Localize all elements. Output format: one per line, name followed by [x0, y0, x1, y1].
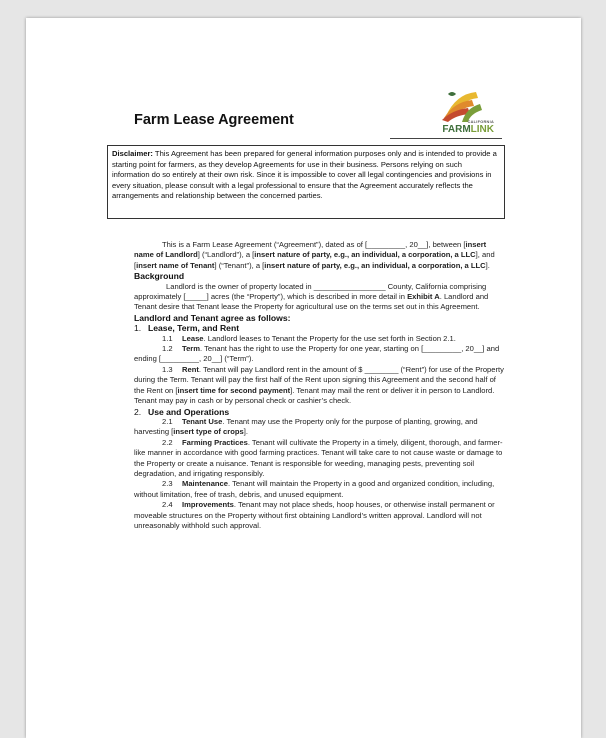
exhibit-a-ref: Exhibit A	[407, 292, 440, 302]
clause-text: . Tenant will maintain the Property in a good and organized condition, including, without limitation, free of trash, debris, and unused equipment.	[134, 479, 495, 499]
intro-text-1: This is a Farm Lease Agreement (“Agreement”), dated as of [_________, 20__], between [	[162, 240, 466, 249]
clause-title: Maintenance	[182, 479, 228, 489]
clause-2-2	[134, 438, 506, 480]
clause-1-2	[134, 344, 506, 365]
clause-title: Term	[182, 344, 201, 354]
clause-number: 1.2	[162, 344, 173, 354]
clause-number: 2.4	[162, 500, 173, 510]
section-2-heading	[134, 407, 506, 417]
disclaimer-box	[107, 145, 505, 219]
clause-2-1	[134, 417, 506, 438]
clause-title: Tenant Use	[182, 416, 223, 426]
section-1-heading	[134, 323, 506, 333]
landlord-nature-placeholder: insert nature of party, e.g., an individual, a corporation, a LLC	[254, 250, 476, 260]
clause-number: 1.1	[162, 333, 173, 343]
background-text-1: Landlord is the owner of property located in _________________ County, California comprising approximately [_____] acres (the “Property”), which is described in more detail in	[134, 281, 487, 302]
crop-type-placeholder: insert type of crops	[173, 427, 244, 437]
background-text-2: . Landlord and Tenant desire that Tenant lease the Property for agricultural use on the terms set out in this Agreement.	[134, 292, 489, 312]
section-2-number: 2.	[134, 406, 142, 417]
clause-title: Farming Practices	[182, 437, 248, 447]
clause-text: . Tenant may not place sheds, hoop houses, or otherwise install permanent or moveable structures on the Property without first obtaining Landlord’s written approval. Landlord will not unreasonably withhold such approval.	[134, 500, 495, 530]
disclaimer-label: Disclaimer:	[112, 149, 153, 158]
clause-number: 2.3	[162, 479, 173, 489]
logo-brand-text	[430, 124, 494, 135]
clause-text: . Tenant will cultivate the Property in a timely, diligent, thorough, and farmer-like manner in accordance with good farming practices. Tenant will take care to not cause waste or damage to the Property or create a nuisance. Tenant is responsible for weeding, managing pests, preventing soil degradation, and irrigating responsibly.	[134, 437, 503, 478]
landlord-name-placeholder: insert name of Landlord	[134, 240, 487, 260]
tenant-name-placeholder: insert name of Tenant	[136, 260, 215, 270]
logo-link-text: LINK	[470, 124, 494, 135]
clause-text: . Tenant has the right to use the Property for one year, starting on [_________, 20__] and ending [_________, 20__] (“Term”).	[134, 344, 500, 364]
background-heading: Background	[134, 271, 185, 282]
agree-heading: Landlord and Tenant agree as follows:	[134, 312, 291, 323]
intro-text-3: ], and [	[134, 250, 495, 270]
tenant-nature-placeholder: insert nature of party, e.g., an individual, a corporation, a LLC	[264, 260, 486, 270]
section-2-title: Use and Operations	[148, 406, 230, 417]
header-rule	[390, 138, 502, 139]
logo-california-text: CALIFORNIA	[467, 120, 494, 124]
logo-farm-text: FARM	[442, 124, 471, 135]
intro-text-2: ] (“Landlord”), a [	[197, 250, 255, 260]
clause-title: Lease	[182, 333, 204, 343]
clause-2-4	[134, 500, 506, 531]
section-1-number: 1.	[134, 323, 142, 334]
clause-text-2: ]. Tenant may mail the rent or deliver it in person to Landlord. Tenant may pay in cash or by personal check or cashier’s check.	[134, 385, 495, 406]
intro-text-5: ].	[485, 260, 490, 270]
section-1-title: Lease, Term, and Rent	[148, 323, 240, 334]
disclaimer-text: This Agreement has been prepared for general information purposes only and is intended to provide a starting point for farmers, as they develop Agreements for use in their business. Persons relying on such information do so entirely at their own risk. Since it is impossible to cover all legal contingencies and provisions in every situation, please consult with a legal professional to ensure that the Agreement accurately reflects the arrangements and relationship between the concerned parties.	[112, 149, 497, 200]
intro-text-4: ] (“Tenant”), a [	[214, 260, 265, 270]
clause-1-3	[134, 365, 506, 407]
document-title: Farm Lease Agreement	[134, 112, 294, 128]
clause-number: 1.3	[162, 364, 173, 374]
clause-title: Rent	[182, 364, 199, 374]
clause-2-3	[134, 479, 506, 500]
clause-text-1: . Tenant will pay Landlord rent in the amount of $ ________ (“Rent”) for use of the Property during the Term. Tenant will pay the first half of the Rent upon signing this Agreement and the second half of the Rent on [	[134, 364, 504, 395]
california-farmlink-logo	[430, 88, 494, 148]
clause-text: . Landlord leases to Tenant the Property for the use set forth in Section 2.1.	[203, 333, 456, 343]
background-paragraph	[134, 282, 506, 313]
clause-1-1	[134, 334, 506, 344]
clause-number: 2.1	[162, 416, 173, 426]
clause-number: 2.2	[162, 437, 173, 447]
clause-text-1: . Tenant may use the Property only for the purpose of planting, growing, and harvesting [	[134, 416, 478, 437]
agreement-body	[134, 240, 506, 531]
second-payment-placeholder: insert time for second payment	[177, 385, 291, 395]
clause-text-2: ].	[243, 427, 248, 437]
document-page	[26, 18, 581, 738]
intro-paragraph	[134, 240, 506, 271]
farmlink-logo-icon	[442, 88, 482, 122]
clause-title: Improvements	[182, 500, 234, 510]
